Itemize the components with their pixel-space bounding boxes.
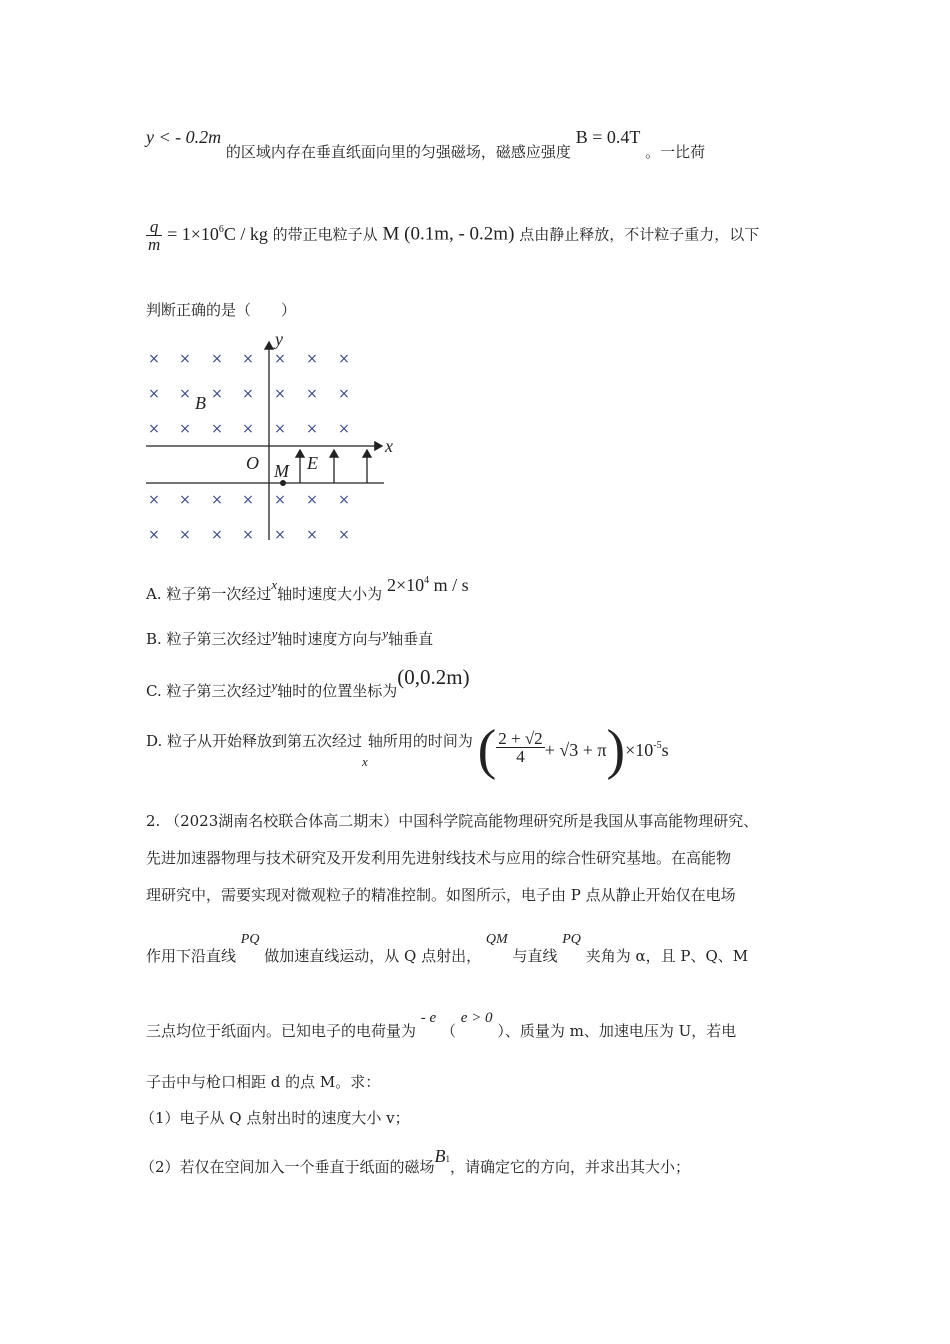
q2-l4-c: 与直线 [512,947,558,965]
cross-mark: × [274,351,286,367]
q2-l8-b: B [434,1146,446,1166]
cross-mark: × [306,351,318,367]
q2-l5-a: 三点均位于纸面内。已知电子的电荷量为 [146,1022,417,1040]
left-paren: ( [477,719,497,781]
cross-mark: × [179,351,191,367]
option-c-text2: 轴时的位置坐标为 [277,682,398,700]
cross-mark: × [179,386,191,402]
q1-line2 [146,218,759,253]
cross-mark: × [148,492,160,508]
cross-marks [148,351,350,543]
q2-l6 [146,1075,380,1090]
cross-mark: × [211,527,223,543]
option-d-unit: s [661,740,669,760]
cross-mark: × [242,386,254,402]
option-d-num: 2 + √2 [498,728,543,748]
q2-l5 [146,1010,737,1040]
cross-mark: × [274,492,286,508]
q2-l6-text: 子击中与枪口相距 d 的点 M。求： [146,1073,381,1091]
option-c [146,665,470,700]
q2-p3-text: 理研究中，需要实现对微观粒子的精准控制。如图所示，电子由 P 点从静止开始仅在电场 [146,886,736,904]
option-d-fraction [496,730,544,765]
q2-p1-text: 2. （2023湖南名校联合体高二期末）中国科学院高能物理研究所是我国从事高能物理研究、 [146,812,759,830]
ratio-base: = 1×10 [167,223,219,244]
cross-mark: × [242,421,254,437]
math-point-m: M (0.1m, - 0.2m) [382,223,515,245]
option-b [146,626,434,648]
option-a-text2: 轴时速度大小为 [277,585,383,603]
option-b-text3: 轴垂直 [388,630,434,648]
q1-line3 [146,303,296,318]
label-b: B [195,393,206,413]
option-a-var: x [271,577,278,592]
q2-l4-qm: QM [485,932,508,947]
cross-mark: × [274,527,286,543]
cross-mark: × [179,492,191,508]
cross-mark: × [211,386,223,402]
label-origin: O [246,453,259,473]
frac-num: q [149,217,159,236]
q2-l8-c: ，请确定它的方向，并求出其大小； [450,1158,691,1176]
text-particle-from: 的带正电粒子从 [272,225,378,244]
q2-l5-b: （ [440,1022,456,1040]
q2-p2 [146,851,731,866]
q2-l4-a: 作用下沿直线 [146,947,237,965]
q2-l5-cond: e > 0 [460,1010,493,1026]
option-d-times-base: ×10 [625,740,654,760]
q2-l5-c: ）、质量为 m、加速电压为 U，若电 [497,1022,737,1040]
q2-l4-pq: PQ [240,932,260,947]
cross-mark: × [274,386,286,402]
q2-p1 [146,814,758,829]
option-b-text2: 轴时速度方向与 [277,630,383,648]
option-a [146,575,469,603]
cross-mark: × [148,421,160,437]
field-diagram [140,332,410,547]
cross-mark: × [242,492,254,508]
fraction-q-over-m [146,218,162,253]
q1-line1 [146,127,706,161]
cross-mark: × [179,527,191,543]
option-b-text: B. 粒子第三次经过 [146,630,272,648]
option-a-math [387,575,469,595]
option-c-text: C. 粒子第三次经过 [146,682,272,700]
option-d-var: x [362,754,368,769]
ratio-unit: C / kg [223,223,268,244]
text-charge-ratio: 。一比荷 [645,143,706,161]
q2-l4-pq2: PQ [562,932,581,947]
label-x: x [385,436,393,456]
right-paren: ) [606,719,626,781]
math-b-value: B = 0.4T [575,127,641,147]
cross-mark: × [179,421,191,437]
text-field-region: 的区域内存在垂直纸面向里的匀强磁场，磁感应强度 [225,143,571,161]
q2-l4-b: 做加速直线运动，从 Q 点射出， [264,947,482,965]
cross-mark: × [338,492,350,508]
cross-mark: × [148,527,160,543]
cross-mark: × [338,527,350,543]
option-d-times [625,740,669,760]
cross-mark: × [242,527,254,543]
label-y: y [275,332,283,349]
option-d-exp: -5 [653,740,662,751]
option-c-var: y [271,678,278,693]
label-e: E [307,453,318,473]
q2-l4-d: 夹角为 α，且 P、Q、M [585,947,749,965]
q2-l8-sub: 1 [445,1154,451,1164]
cross-mark: × [338,351,350,367]
option-a-text: A. 粒子第一次经过 [146,585,272,603]
option-a-unit: m / s [433,575,469,595]
q2-l7-text: （1）电子从 Q 点射出时的速度大小 v； [140,1109,410,1127]
cross-mark: × [148,351,160,367]
cross-mark: × [211,492,223,508]
q2-p2-text: 先进加速器物理与技术研究及开发利用先进射线技术与应用的综合性研究基地。在高能物 [146,849,732,867]
cross-mark: × [274,421,286,437]
ratio-exp: 6 [218,223,224,235]
text-release: 点由静止释放，不计粒子重力，以下 [519,225,760,244]
q2-l8-a: （2）若仅在空间加入一个垂直于纸面的磁场 [140,1158,435,1176]
option-b-var2: y [382,626,389,641]
frac-den: m [148,235,161,254]
q2-l5-e: - e [420,1010,437,1026]
cross-mark: × [211,351,223,367]
q2-l4 [146,932,749,965]
option-d-text: D. 粒子从开始释放到第五次经过 [146,732,363,750]
q2-l8 [140,1146,691,1176]
cross-mark: × [306,492,318,508]
cross-mark: × [338,421,350,437]
q2-l8-b1 [435,1146,451,1166]
option-a-exp: 4 [424,575,430,586]
option-d-text2: 轴所用的时间为 [367,732,473,750]
cross-mark: × [306,421,318,437]
option-d [146,719,669,781]
q2-p3 [146,888,736,903]
math-ratio-value [167,224,268,244]
cross-mark: × [338,386,350,402]
option-d-rest: + √3 + π [544,740,607,760]
cross-mark: × [306,527,318,543]
q2-l7 [140,1111,410,1126]
cross-mark: × [148,386,160,402]
cross-mark: × [242,351,254,367]
cross-mark: × [211,421,223,437]
cross-mark: × [306,386,318,402]
option-a-base: 2×10 [386,575,425,595]
option-c-math: (0,0.2m) [397,665,470,689]
label-m: M [274,461,289,481]
math-y-condition: y < - 0.2m [146,127,222,147]
text-judge: 判断正确的是（ ） [146,301,297,319]
option-d-den: 4 [496,747,544,765]
option-b-var: y [271,626,278,641]
